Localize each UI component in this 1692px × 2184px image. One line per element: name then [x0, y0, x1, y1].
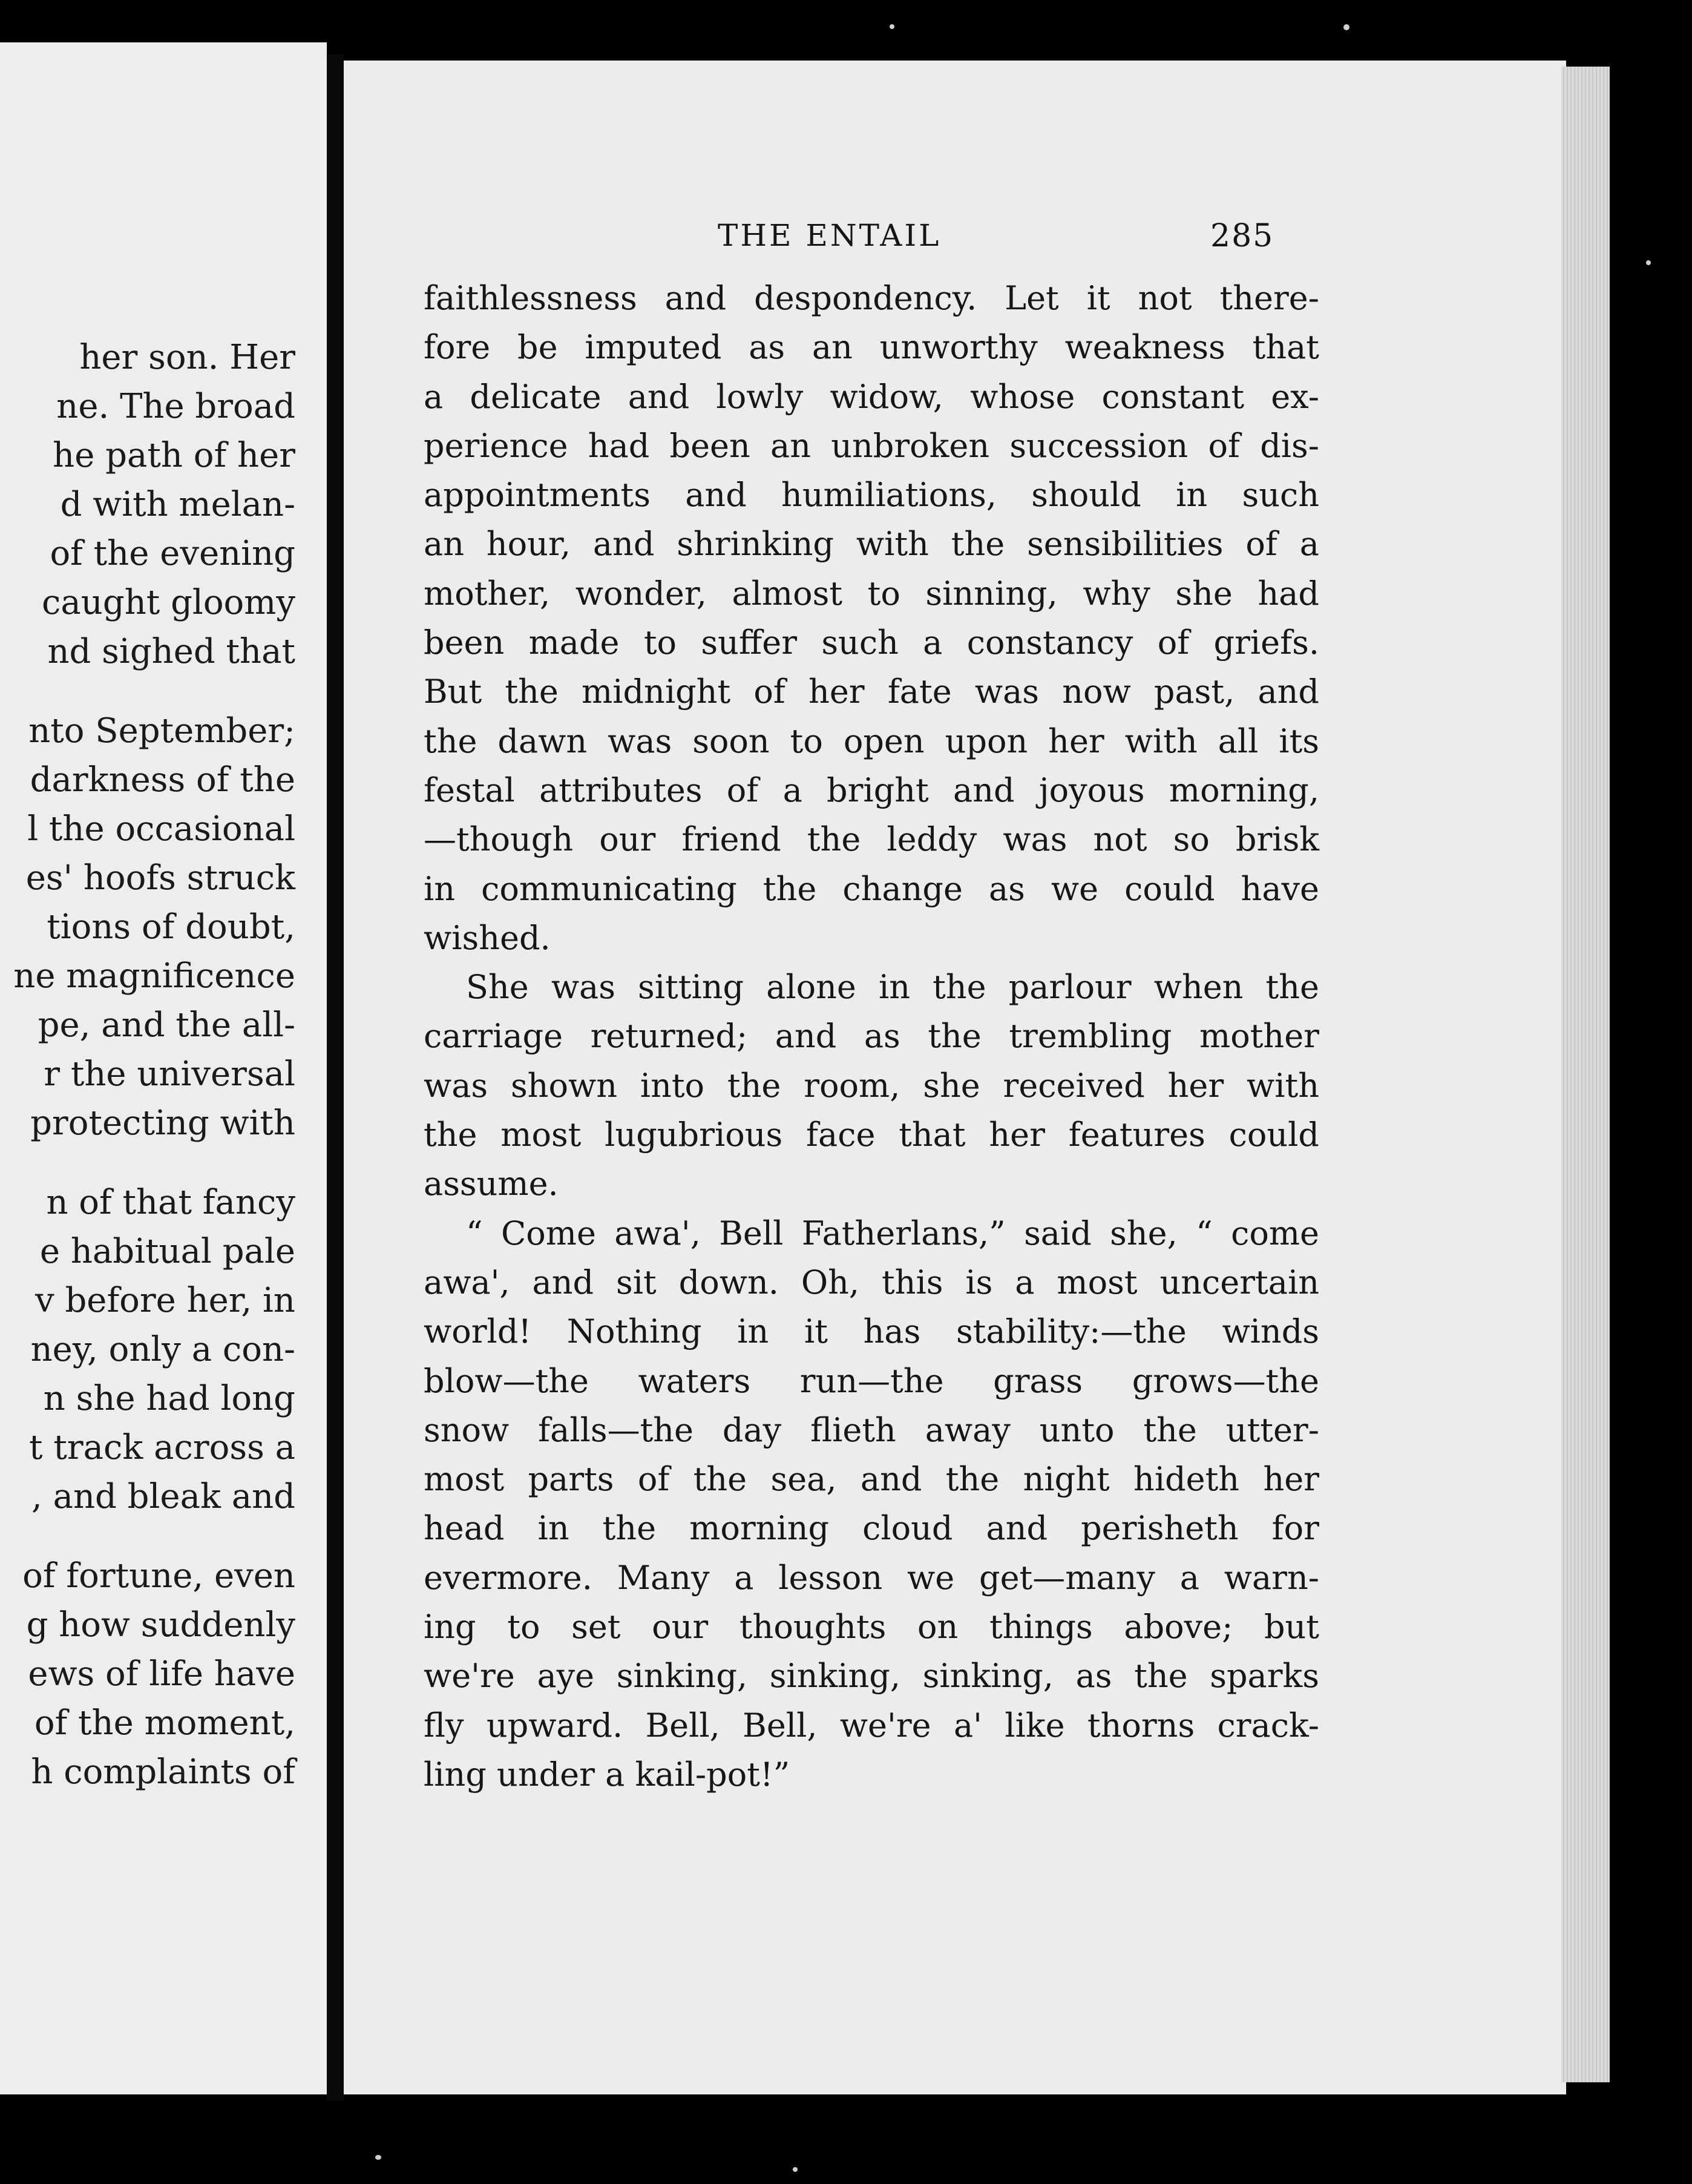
book-gutter — [327, 54, 344, 2100]
left-page-line: v before her, in — [35, 1281, 295, 1320]
left-page-line: of fortune, even — [22, 1556, 295, 1596]
left-page-line: he path of her — [53, 436, 295, 475]
text-line: a delicate and lowly widow, whose constant ex- — [424, 377, 1319, 416]
text-line: mother, wonder, almost to sinning, why she had — [424, 574, 1319, 613]
left-page-line: nto September; — [28, 711, 295, 751]
text-line: ing to set our thoughts on things above; but — [424, 1608, 1319, 1646]
text-line: perience had been an unbroken succession of dis- — [424, 426, 1319, 465]
left-page-line: , and bleak and — [31, 1477, 295, 1516]
left-page-line: pe, and the all- — [38, 1005, 295, 1045]
text-line: blow—the waters run—the grass grows—the — [424, 1361, 1319, 1400]
left-page-line: g how suddenly — [26, 1605, 295, 1645]
left-page-line: es' hoofs struck — [25, 858, 295, 898]
scan-speck — [1343, 24, 1349, 30]
right-page — [344, 61, 1566, 2094]
left-page-line: ne magnificence — [13, 956, 295, 996]
text-line: —though our friend the leddy was not so brisk — [424, 820, 1319, 859]
scan-speck — [375, 2155, 381, 2160]
text-line: festal attributes of a bright and joyous morning, — [424, 771, 1319, 809]
left-page-line: t track across a — [29, 1428, 295, 1467]
text-line: the dawn was soon to open upon her with all its — [424, 722, 1319, 760]
text-line: an hour, and shrinking with the sensibilities of a — [424, 525, 1319, 564]
left-page-line: tions of doubt, — [47, 907, 295, 947]
left-page-line: ne. The broad — [56, 387, 295, 426]
left-facing-page — [0, 42, 327, 2094]
scan-speck — [890, 24, 894, 29]
left-page-line: e habitual pale — [39, 1232, 295, 1271]
paragraph — [424, 274, 1319, 962]
text-line: appointments and humiliations, should in such — [424, 476, 1319, 515]
running-title: THE ENTAIL — [718, 218, 942, 253]
text-line: wished. — [424, 918, 551, 957]
text-line: head in the morning cloud and perisheth for — [424, 1509, 1319, 1548]
text-line: been made to suffer such a constancy of griefs. — [424, 623, 1319, 662]
left-page-line: of the evening — [50, 534, 295, 573]
left-page-line: ney, only a con- — [30, 1330, 295, 1369]
text-line: in communicating the change as we could have — [424, 869, 1319, 908]
paragraph — [424, 1209, 1319, 1800]
text-line: awa', and sit down. Oh, this is a most uncertain — [424, 1263, 1319, 1301]
left-page-gap — [0, 1521, 295, 1551]
text-line: carriage returned; and as the trembling mother — [424, 1017, 1319, 1056]
text-line: But the midnight of her fate was now past, and — [424, 673, 1319, 711]
left-page-line: protecting with — [30, 1104, 295, 1143]
text-line: world! Nothing in it has stability:—the winds — [424, 1312, 1319, 1351]
text-line: was shown into the room, she received her with — [424, 1066, 1319, 1105]
text-line: “ Come awa', Bell Fatherlans,” said she, “ come — [466, 1214, 1319, 1252]
left-page-line: h complaints of — [31, 1752, 295, 1792]
left-page-line: of the moment, — [34, 1703, 295, 1743]
text-line: ling under a kail-pot!” — [424, 1755, 790, 1794]
left-page-text — [0, 333, 295, 1797]
text-line: faithlessness and despondency. Let it not there- — [424, 279, 1319, 317]
text-line: assume. — [424, 1165, 559, 1203]
left-page-line: her son. Her — [79, 338, 295, 377]
left-page-line: nd sighed that — [47, 632, 295, 671]
left-page-line: l the occasional — [27, 809, 295, 849]
running-head — [344, 218, 1566, 266]
text-line: the most lugubrious face that her features could — [424, 1116, 1319, 1154]
paragraph — [424, 962, 1319, 1208]
page-body-text — [424, 274, 1319, 1799]
text-line: She was sitting alone in the parlour when the — [466, 968, 1319, 1007]
left-page-line: r the universal — [44, 1054, 295, 1094]
left-page-line: darkness of the — [30, 760, 295, 800]
page-edges — [1561, 67, 1610, 2082]
left-page-line: n she had long — [43, 1379, 295, 1418]
text-line: evermore. Many a lesson we get—many a warn- — [424, 1558, 1319, 1597]
left-page-line: caught gloomy — [42, 583, 295, 622]
left-page-gap — [0, 676, 295, 706]
left-page-line: n of that fancy — [46, 1183, 295, 1222]
text-line: fly upward. Bell, Bell, we're a' like thorns crack- — [424, 1706, 1319, 1745]
text-line: we're aye sinking, sinking, sinking, as the sparks — [424, 1657, 1319, 1696]
scan-speck — [1646, 260, 1651, 265]
left-page-line: ews of life have — [28, 1654, 295, 1694]
scan-speck — [793, 2167, 798, 2172]
text-line: most parts of the sea, and the night hideth her — [424, 1460, 1319, 1499]
text-line: fore be imputed as an unworthy weakness that — [424, 328, 1319, 367]
left-page-line: d with melan- — [60, 485, 295, 524]
page-number: 285 — [1210, 218, 1274, 254]
text-line: snow falls—the day flieth away unto the utter- — [424, 1410, 1319, 1449]
left-page-gap — [0, 1148, 295, 1178]
